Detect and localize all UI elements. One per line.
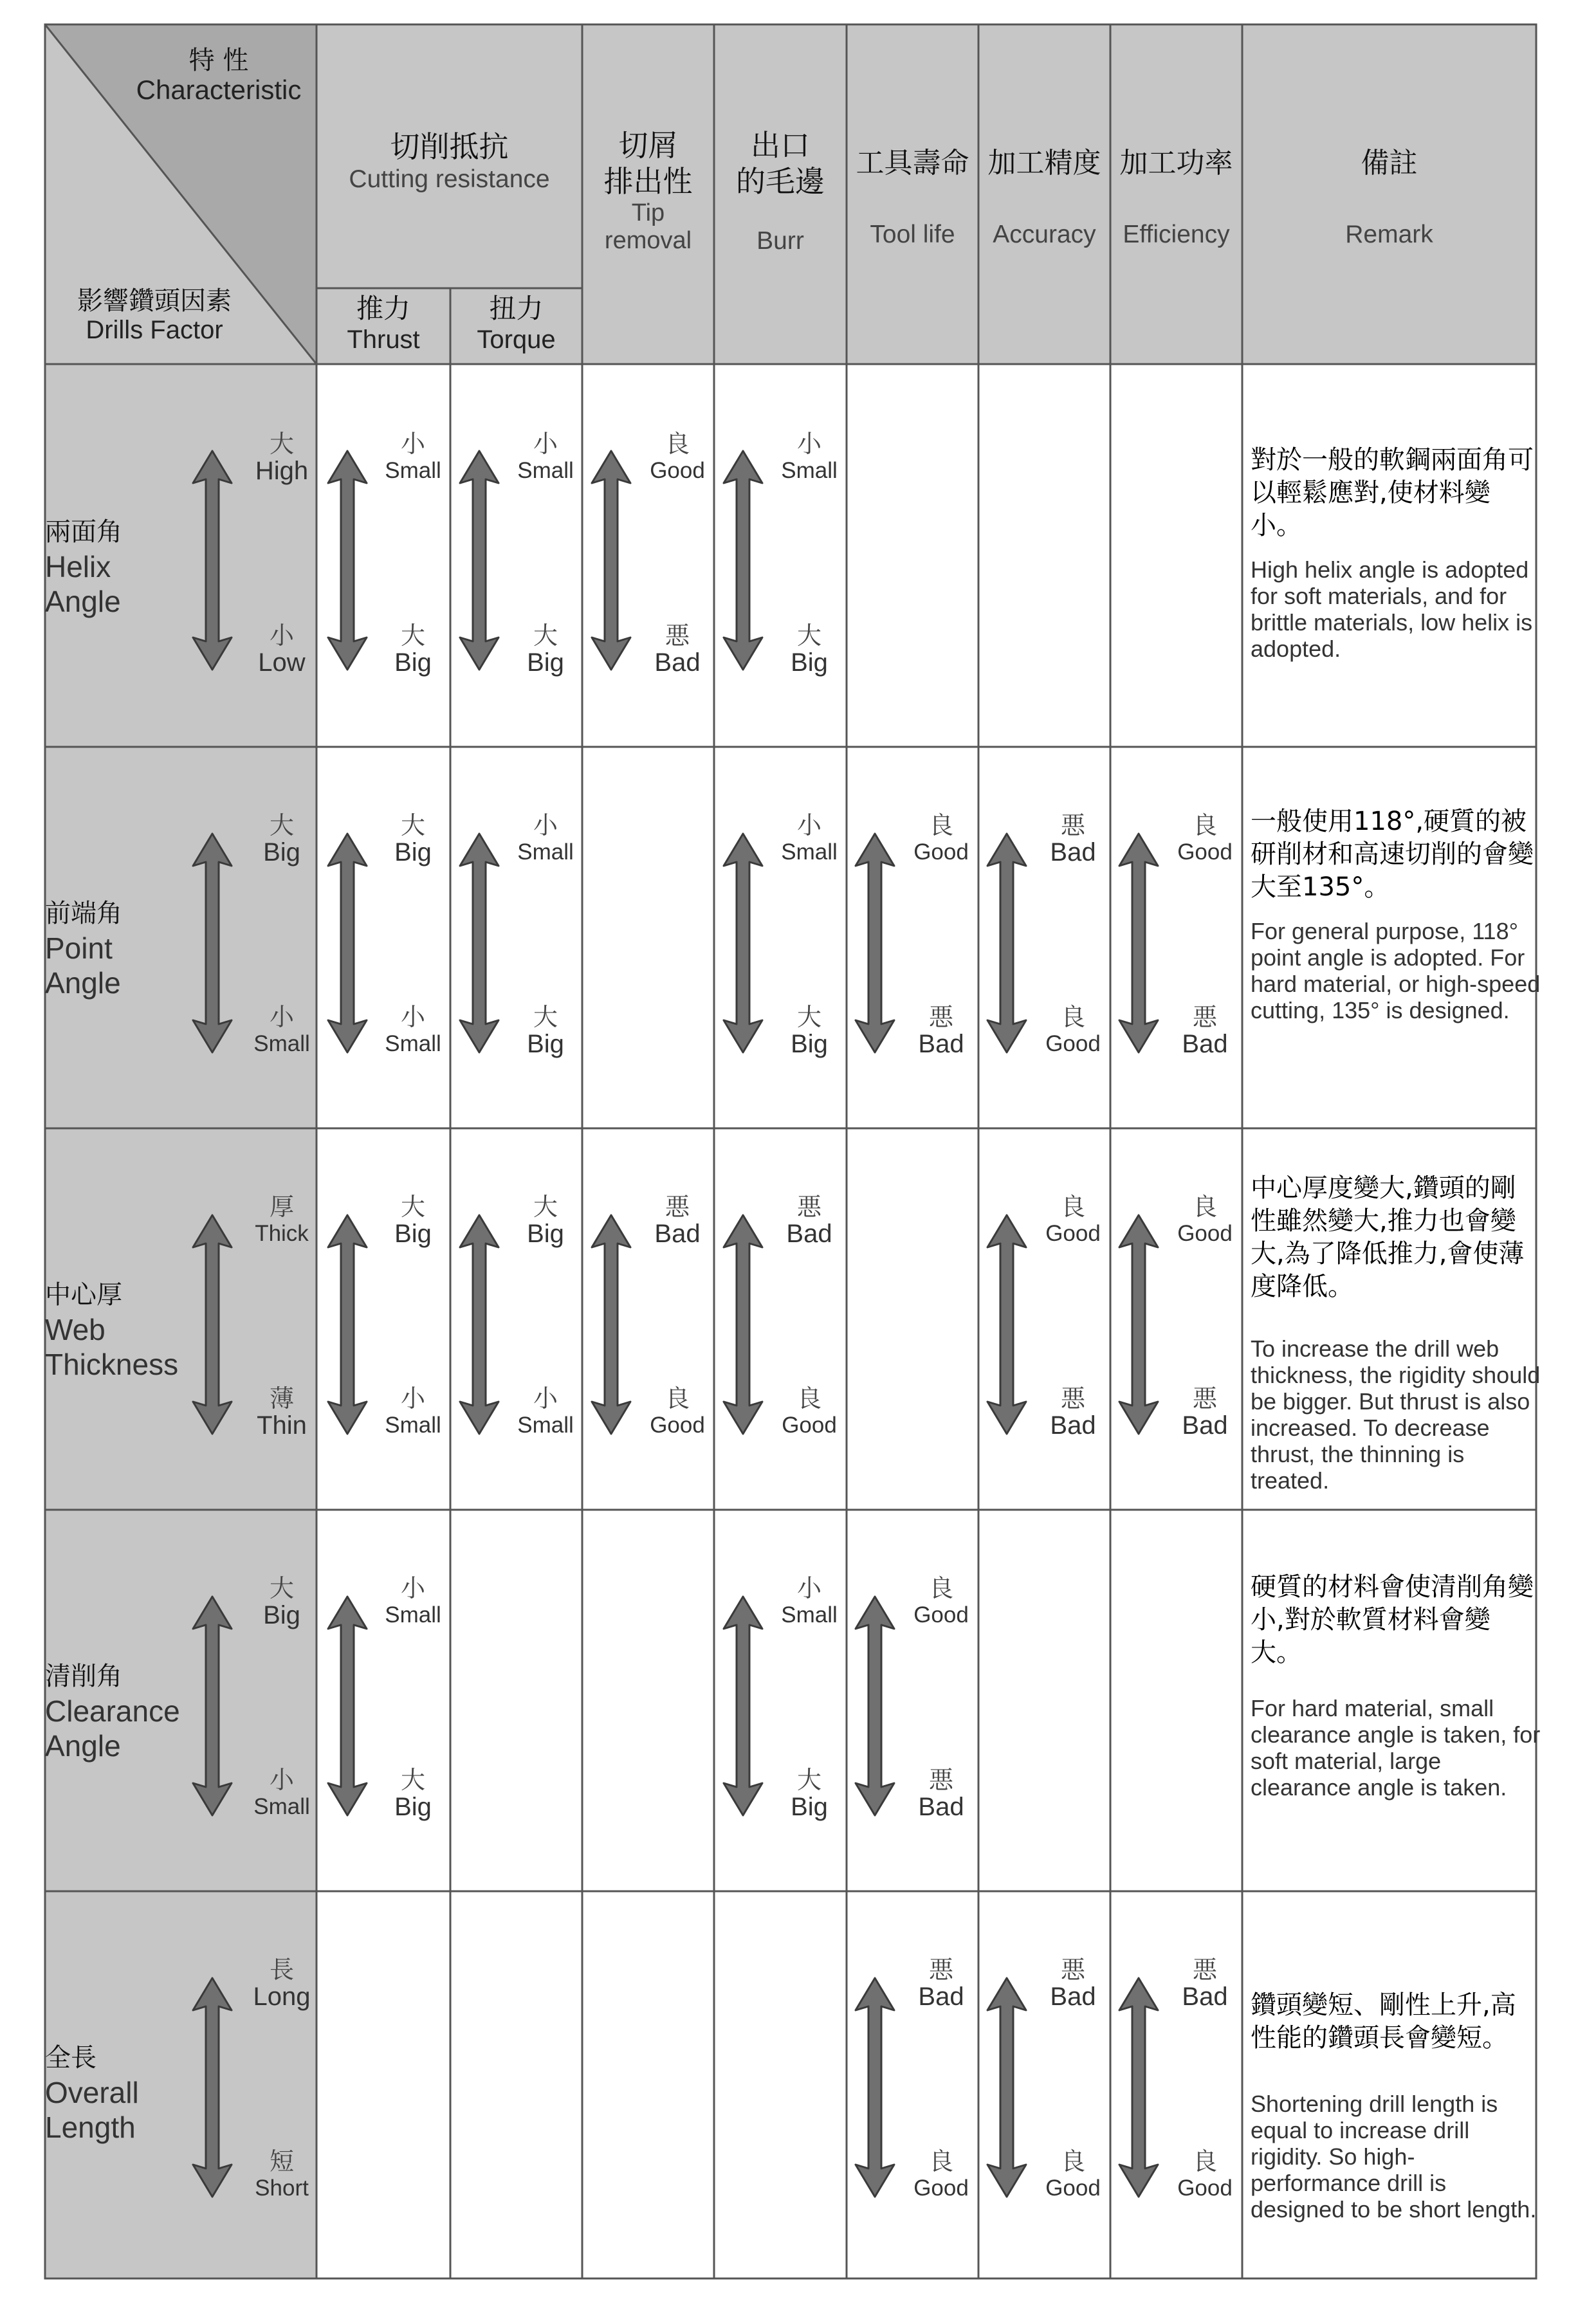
label-zh: 大 <box>533 1193 558 1221</box>
remark-zh: 備註 <box>1361 147 1418 179</box>
label-zh: 良 <box>1192 1193 1217 1221</box>
corner-bottom-zh: 影響鑽頭因素 <box>77 286 232 316</box>
double-arrow-icon <box>987 1215 1026 1434</box>
label-en: Small <box>253 1794 310 1819</box>
double-arrow-icon <box>1119 1978 1158 2197</box>
label-en: Good <box>1045 1221 1101 1246</box>
accuracy-top-label <box>1050 1957 1096 2011</box>
factor-en-1: Point <box>45 931 113 965</box>
label-zh: 悪 <box>796 1193 822 1221</box>
burr-bottom-label <box>782 1386 837 1440</box>
remark-cell <box>1251 444 1541 662</box>
remark-cell <box>1251 1172 1541 1494</box>
burr-top-label <box>781 812 838 866</box>
double-arrow-icon <box>328 834 367 1052</box>
double-arrow-icon <box>987 834 1026 1052</box>
thrust-top-label <box>385 431 441 485</box>
remark-zh: 對於一般的軟鋼兩面角可以輕鬆應對,使材料變小。 <box>1251 445 1534 540</box>
label-zh: 大 <box>796 621 821 650</box>
accuracy-top-label <box>1045 1194 1101 1248</box>
label-zh: 悪 <box>1060 1384 1086 1413</box>
label-en: Low <box>258 648 306 677</box>
factor-label-point <box>45 896 122 1000</box>
label-en: Good <box>1177 2176 1233 2201</box>
label-zh: 悪 <box>1192 1384 1218 1413</box>
factor-en-1: Helix <box>45 550 111 583</box>
efficiency-top-label <box>1177 812 1233 866</box>
factor-label-web <box>45 1278 178 1382</box>
label-zh: 厚 <box>269 1193 294 1221</box>
label-zh: 大 <box>400 811 425 839</box>
toollife-en: Tool life <box>870 221 955 248</box>
corner-top-zh: 特 性 <box>188 46 249 75</box>
double-arrow-icon <box>592 451 630 670</box>
label-en: Good <box>1045 1031 1101 1056</box>
label-zh: 薄 <box>269 1384 294 1413</box>
label-en: Big <box>263 838 300 866</box>
header-remark <box>1242 145 1536 250</box>
factor-en-1: Web <box>45 1313 105 1346</box>
label-en: High <box>255 457 309 485</box>
label-zh: 大 <box>796 1003 821 1031</box>
accuracy-bottom-label <box>1045 1004 1101 1058</box>
label-en: Good <box>650 458 705 483</box>
label-en: Thick <box>255 1221 309 1246</box>
remark-zh: 硬質的材料會使清削角變小,對於軟質材料會變大。 <box>1251 1572 1534 1667</box>
label-en: Bad <box>1050 1983 1096 2011</box>
label-zh: 大 <box>400 621 425 650</box>
factor-en-2: Thickness <box>45 1348 179 1381</box>
header-torque <box>450 293 582 354</box>
label-en: Small <box>517 839 574 865</box>
label-zh: 大 <box>269 1574 294 1602</box>
thrust-top-label <box>394 1194 432 1248</box>
torque-top-label <box>517 812 574 866</box>
thrust-bottom-label <box>394 623 432 677</box>
tip-en-2: removal <box>604 227 692 254</box>
tip-bottom-label <box>654 623 700 677</box>
label-en: Big <box>263 1601 300 1629</box>
factor-bottom-label <box>258 623 305 677</box>
label-zh: 小 <box>796 811 821 839</box>
thrust-bottom-label <box>394 1767 432 1821</box>
label-en: Good <box>1177 839 1233 865</box>
label-zh: 良 <box>1060 2147 1085 2176</box>
label-zh: 悪 <box>1060 1956 1086 1984</box>
header-tip-removal <box>582 127 714 255</box>
label-en: Big <box>791 1793 828 1821</box>
toollife-top-label <box>913 1575 969 1629</box>
thrust-en: Thrust <box>347 325 420 354</box>
accuracy-en: Accuracy <box>993 221 1096 248</box>
label-zh: 良 <box>1192 811 1217 839</box>
label-zh: 小 <box>400 1384 425 1413</box>
label-en: Good <box>913 1602 969 1627</box>
factor-en-2: Angle <box>45 585 121 618</box>
label-en: Small <box>385 1602 441 1627</box>
label-zh: 小 <box>269 1003 294 1031</box>
label-zh: 悪 <box>928 1003 954 1031</box>
toollife-zh: 工具壽命 <box>856 147 969 179</box>
factor-bottom-label <box>253 1767 310 1821</box>
header-efficiency <box>1110 145 1242 250</box>
label-zh: 悪 <box>665 621 690 650</box>
label-zh: 良 <box>665 430 690 458</box>
label-en: Big <box>394 1220 432 1248</box>
remark-en: To increase the drill web thickness, the rigidity should be bigger. But thrust is also increased. To decrease thrust, the thinning is treated. <box>1251 1335 1541 1494</box>
factor-top-label <box>263 1575 300 1629</box>
double-arrow-icon <box>328 451 367 670</box>
double-arrow-icon <box>592 1215 630 1434</box>
factor-top-label <box>255 1194 309 1248</box>
efficiency-en: Efficiency <box>1123 221 1230 248</box>
double-arrow-icon <box>724 1597 762 1815</box>
label-zh: 大 <box>533 1003 558 1031</box>
double-arrow-icon <box>987 1978 1026 2197</box>
remark-cell <box>1251 805 1541 1023</box>
burr-bottom-label <box>791 1767 828 1821</box>
factor-label-length <box>45 2040 139 2145</box>
label-en: Bad <box>1182 1030 1228 1058</box>
burr-zh-1: 出口 <box>751 128 810 163</box>
label-en: Good <box>782 1413 837 1438</box>
efficiency-bottom-label <box>1182 1386 1227 1440</box>
label-en: Good <box>913 2176 969 2201</box>
label-en: Big <box>527 1220 564 1248</box>
label-zh: 良 <box>1060 1193 1085 1221</box>
double-arrow-icon <box>856 1597 894 1815</box>
label-zh: 小 <box>796 430 821 458</box>
factor-top-label <box>253 1957 311 2011</box>
factor-en-2: Angle <box>45 966 121 1000</box>
factor-bottom-label <box>253 1004 310 1058</box>
label-en: Small <box>781 458 838 483</box>
label-en: Big <box>527 1030 564 1058</box>
factor-label-helix <box>45 515 122 619</box>
label-en: Good <box>1045 2176 1101 2201</box>
efficiency-zh: 加工功率 <box>1119 147 1233 179</box>
label-en: Bad <box>1050 838 1096 866</box>
factor-zh: 全長 <box>45 2043 96 2073</box>
remark-en: For hard material, small clearance angle is taken, for soft material, large clearance angle is taken. <box>1251 1695 1541 1801</box>
double-arrow-icon <box>724 451 762 670</box>
double-arrow-icon <box>460 451 499 670</box>
label-en: Small <box>781 1602 838 1627</box>
double-arrow-icon <box>460 1215 499 1434</box>
label-en: Small <box>385 458 441 483</box>
label-zh: 悪 <box>665 1193 690 1221</box>
label-zh: 良 <box>928 811 953 839</box>
remark-zh: 一般使用118°,硬質的被研削材和高速切削的會變大至135°。 <box>1251 807 1534 902</box>
label-zh: 大 <box>796 1766 821 1794</box>
label-zh: 小 <box>400 1003 425 1031</box>
torque-top-label <box>517 431 574 485</box>
corner-bottom-en: Drills Factor <box>86 316 223 344</box>
burr-top-label <box>781 1575 838 1629</box>
remark-en: For general purpose, 118° point angle is adopted. For hard material, or high-speed cutting, 135° is designed. <box>1251 918 1541 1023</box>
label-zh: 大 <box>269 430 295 458</box>
thrust-zh: 推力 <box>356 293 410 324</box>
factor-label-clearance <box>45 1659 180 1763</box>
double-arrow-icon <box>856 1978 894 2197</box>
tip-bottom-label <box>650 1386 705 1440</box>
label-en: Big <box>791 1030 828 1058</box>
factor-en-2: Angle <box>45 1729 121 1763</box>
torque-bottom-label <box>527 1004 564 1058</box>
accuracy-top-label <box>1050 812 1096 866</box>
thrust-bottom-label <box>385 1004 441 1058</box>
label-en: Small <box>781 839 838 865</box>
efficiency-top-label <box>1177 1194 1233 1248</box>
label-en: Bad <box>918 1793 964 1821</box>
label-en: Short <box>255 2176 309 2201</box>
tip-top-label <box>650 431 705 485</box>
label-zh: 短 <box>269 2147 294 2176</box>
factor-en-2: Length <box>45 2111 136 2144</box>
corner-header <box>45 24 316 364</box>
remark-en: Remark <box>1345 221 1433 248</box>
toollife-top-label <box>913 812 969 866</box>
factor-top-label <box>255 431 308 485</box>
label-en: Bad <box>654 648 701 677</box>
label-en: Bad <box>1050 1411 1096 1440</box>
label-en: Small <box>385 1413 441 1438</box>
double-arrow-icon <box>1119 1215 1158 1434</box>
header-accuracy <box>978 145 1110 250</box>
label-zh: 小 <box>533 811 558 839</box>
tip-zh-1: 切屑 <box>618 128 678 163</box>
efficiency-bottom-label <box>1177 2149 1233 2203</box>
thrust-top-label <box>394 812 432 866</box>
label-en: Big <box>394 1793 432 1821</box>
label-en: Big <box>791 648 828 677</box>
label-zh: 小 <box>400 430 425 458</box>
corner-top-en: Characteristic <box>136 75 302 105</box>
efficiency-bottom-label <box>1182 1004 1227 1058</box>
torque-bottom-label <box>527 623 564 677</box>
toollife-bottom-label <box>913 2149 969 2203</box>
label-en: Bad <box>1182 1983 1228 2011</box>
label-en: Big <box>527 648 564 677</box>
label-en: Small <box>385 1031 441 1056</box>
double-arrow-icon <box>724 1215 762 1434</box>
accuracy-zh: 加工精度 <box>987 147 1101 179</box>
burr-en: Burr <box>757 227 804 255</box>
label-en: Long <box>253 1983 311 2011</box>
remark-zh: 鑽頭變短、剛性上升,高性能的鑽頭長會變短。 <box>1251 1990 1516 2053</box>
burr-bottom-label <box>791 1004 828 1058</box>
label-zh: 悪 <box>1192 1956 1218 1984</box>
efficiency-top-label <box>1182 1957 1227 2011</box>
double-arrow-icon <box>328 1215 367 1434</box>
factor-en-1: Overall <box>45 2076 139 2109</box>
tip-en-1: Tip <box>631 199 665 226</box>
label-en: Bad <box>1182 1411 1228 1440</box>
label-zh: 大 <box>269 811 294 839</box>
factor-zh: 中心厚 <box>45 1280 122 1310</box>
label-zh: 小 <box>533 430 558 458</box>
burr-top-label <box>786 1194 832 1248</box>
label-en: Thin <box>257 1411 307 1440</box>
toollife-bottom-label <box>918 1767 964 1821</box>
label-zh: 大 <box>533 621 558 650</box>
tip-top-label <box>654 1194 700 1248</box>
label-zh: 小 <box>400 1574 425 1602</box>
label-zh: 小 <box>796 1574 821 1602</box>
label-en: Small <box>253 1031 310 1056</box>
double-arrow-icon <box>724 834 762 1052</box>
label-zh: 大 <box>400 1766 425 1794</box>
toollife-top-label <box>918 1957 964 2011</box>
torque-bottom-label <box>517 1386 574 1440</box>
label-en: Bad <box>918 1983 964 2011</box>
torque-en: Torque <box>477 325 556 354</box>
label-zh: 悪 <box>928 1766 954 1794</box>
label-zh: 良 <box>928 2147 953 2176</box>
cutting-resistance-en: Cutting resistance <box>349 165 550 193</box>
torque-top-label <box>527 1194 564 1248</box>
label-zh: 良 <box>928 1574 953 1602</box>
factor-en-1: Clearance <box>45 1694 180 1728</box>
remark-en: Shortening drill length is equal to increase drill rigidity. So high-performance drill is designed to be short length. <box>1251 2091 1537 2223</box>
label-zh: 小 <box>533 1384 558 1413</box>
label-en: Good <box>1177 1221 1233 1246</box>
label-zh: 良 <box>796 1384 821 1413</box>
label-en: Small <box>517 1413 574 1438</box>
factor-zh: 兩面角 <box>45 517 122 547</box>
cutting-resistance-zh: 切削抵抗 <box>390 129 509 164</box>
label-zh: 長 <box>269 1956 295 1984</box>
label-zh: 悪 <box>1192 1003 1218 1031</box>
label-en: Big <box>394 648 432 677</box>
factor-zh: 清削角 <box>45 1662 122 1691</box>
label-zh: 悪 <box>1060 811 1086 839</box>
double-arrow-icon <box>328 1597 367 1815</box>
label-zh: 良 <box>1192 2147 1217 2176</box>
factor-top-label <box>263 812 300 866</box>
thrust-bottom-label <box>385 1386 441 1440</box>
torque-zh: 扭力 <box>489 293 544 324</box>
label-en: Good <box>650 1413 705 1438</box>
factor-bottom-label <box>257 1386 307 1440</box>
label-zh: 小 <box>269 621 295 650</box>
label-en: Good <box>913 839 969 865</box>
accuracy-bottom-label <box>1050 1386 1096 1440</box>
label-zh: 良 <box>1060 1003 1085 1031</box>
factor-bottom-label <box>255 2149 309 2203</box>
double-arrow-icon <box>856 834 894 1052</box>
label-en: Bad <box>918 1030 964 1058</box>
label-zh: 良 <box>665 1384 690 1413</box>
thrust-top-label <box>385 1575 441 1629</box>
remark-cell <box>1251 1989 1541 2223</box>
label-zh: 小 <box>269 1766 294 1794</box>
burr-zh-2: 的毛邊 <box>736 164 825 199</box>
header-tool-life <box>847 145 978 250</box>
remark-zh: 中心厚度變大,鑽頭的剛性雖然變大,推力也會變大,為了降低推力,會使薄度降低。 <box>1251 1173 1525 1301</box>
label-zh: 悪 <box>928 1956 954 1984</box>
remark-cell <box>1251 1571 1541 1801</box>
header-burr <box>714 127 847 256</box>
label-en: Small <box>517 458 574 483</box>
toollife-bottom-label <box>918 1004 964 1058</box>
label-en: Big <box>394 838 432 866</box>
label-zh: 大 <box>400 1193 425 1221</box>
burr-bottom-label <box>791 623 828 677</box>
double-arrow-icon <box>1119 834 1158 1052</box>
double-arrow-icon <box>460 834 499 1052</box>
burr-top-label <box>781 431 838 485</box>
label-en: Bad <box>786 1220 832 1248</box>
remark-en: High helix angle is adopted for soft materials, and for brittle materials, low helix is adopted. <box>1251 556 1533 662</box>
accuracy-bottom-label <box>1045 2149 1101 2203</box>
tip-zh-2: 排出性 <box>603 164 693 199</box>
header-thrust <box>316 293 450 354</box>
label-en: Bad <box>654 1220 701 1248</box>
factor-zh: 前端角 <box>45 899 122 928</box>
header-cutting-resistance <box>316 129 582 194</box>
